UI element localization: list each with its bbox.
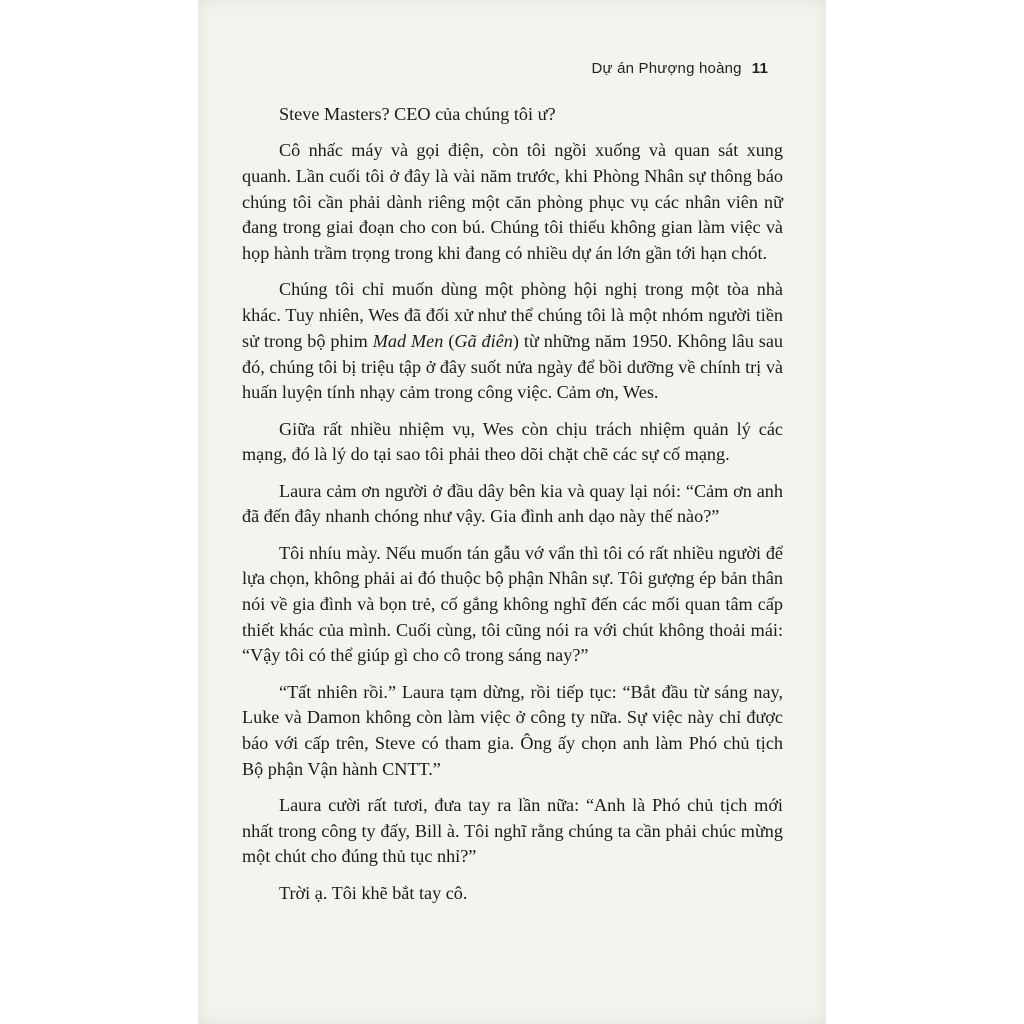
film-title: Mad Men bbox=[372, 330, 444, 351]
running-header bbox=[591, 60, 768, 77]
paragraph-2: Cô nhấc máy và gọi điện, còn tôi ngồi xuống và quan sát xung quanh. Lần cuối tôi ở đây là vài năm trước, khi Phòng Nhân sự thông báo chúng tôi cần phải dành riêng một căn phòng phục vụ các nhân viên nữ đang trong giai đoạn cho con bú. Chúng tôi thiếu không gian làm việc và họp hành trầm trọng trong khi đang có nhiều dự án lớn gần tới hạn chót. bbox=[242, 140, 783, 264]
chapter-title: Dự án Phượng hoàng bbox=[591, 60, 742, 77]
paragraph-7: “Tất nhiên rồi.” Laura tạm dừng, rồi tiếp tục: “Bắt đầu từ sáng nay, Luke và Damon không còn làm việc ở công ty nữa. Sự việc này chỉ được báo với cấp trên, Steve có tham gia. Ông ấy chọn anh làm Phó chủ tịch Bộ phận Vận hành CNTT.” bbox=[242, 681, 783, 779]
paragraph-3-mid: ( bbox=[443, 330, 455, 351]
body-text bbox=[242, 102, 783, 917]
page-number: 11 bbox=[751, 60, 768, 77]
book-page bbox=[198, 0, 826, 1024]
paragraph-1: Steve Masters? CEO của chúng tôi ư? bbox=[279, 104, 556, 124]
film-title-translation: Gã điên bbox=[454, 330, 513, 351]
paragraph-8: Laura cười rất tươi, đưa tay ra lần nữa: “Anh là Phó chủ tịch mới nhất trong công ty đấy, Bill à. Tôi nghĩ rằng chúng ta cần phải chúc mừng một chút cho đúng thủ tục nhỉ?” bbox=[242, 795, 783, 867]
paragraph-6: Tôi nhíu mày. Nếu muốn tán gẫu vớ vẩn thì tôi có rất nhiều người để lựa chọn, không phải ai đó thuộc bộ phận Nhân sự. Tôi gượng ép bản thân nói về gia đình và bọn trẻ, cố gắng không nghĩ đến các mối quan tâm cấp thiết khác của mình. Cuối cùng, tôi cũng nói ra với chút không thoải mái: “Vậy tôi có thể giúp gì cho cô trong sáng nay?” bbox=[242, 542, 783, 666]
paragraph-3 bbox=[242, 277, 783, 406]
paragraph-3-after: ) từ những năm 1950. Không lâu sau đó, chúng tôi bị triệu tập ở đây suốt nửa ngày để bồi dưỡng về chính trị và huấn luyện tính nhạy cảm trong công việc. Cảm ơn, Wes. bbox=[242, 330, 783, 403]
paragraph-9: Trời ạ. Tôi khẽ bắt tay cô. bbox=[279, 882, 468, 903]
paragraph-5: Laura cảm ơn người ở đầu dây bên kia và quay lại nói: “Cảm ơn anh đã đến đây nhanh chóng như vậy. Gia đình anh dạo này thế nào?” bbox=[242, 480, 783, 527]
paragraph-3-before: Chúng tôi chỉ muốn dùng một phòng hội nghị trong một tòa nhà khác. Tuy nhiên, Wes đã đối xử như thể chúng tôi là một nhóm người tiền sử trong bộ phim bbox=[242, 279, 783, 351]
paragraph-4: Giữa rất nhiều nhiệm vụ, Wes còn chịu trách nhiệm quản lý các mạng, đó là lý do tại sao tôi phải theo dõi chặt chẽ các sự cố mạng. bbox=[242, 418, 783, 465]
